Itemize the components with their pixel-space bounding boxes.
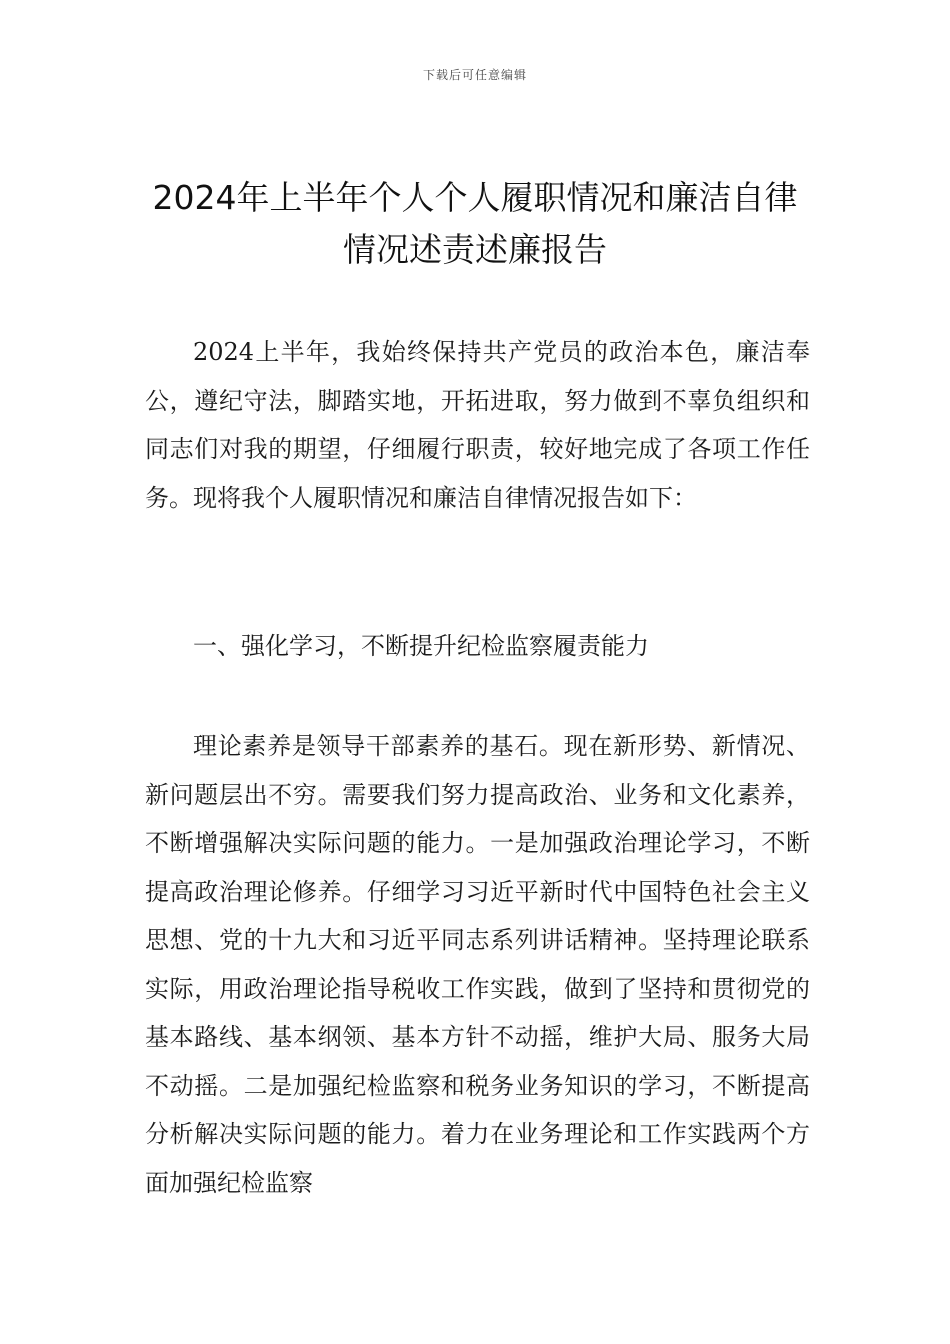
intro-paragraph: 2024上半年，我始终保持共产党员的政治本色，廉洁奉公，遵纪守法，脚踏实地，开拓进取，努力做到不辜负组织和同志们对我的期望，仔细履行职责，较好地完成了各项工作任务。现将我个人履职情况和廉洁自律情况报告如下： [145, 338, 810, 512]
section-heading: 一、强化学习，不断提升纪检监察履责能力 [193, 632, 649, 660]
header-note: 下载后可任意编辑 [422, 68, 527, 82]
body-paragraph: 理论素养是领导干部素养的基石。现在新形势、新情况、新问题层出不穷。需要我们努力提高政治、业务和文化素养，不断增强解决实际问题的能力。一是加强政治理论学习，不断提高政治理论修养。仔细学习习近平新时代中国特色社会主义思想、党的十九大和习近平同志系列讲话精神。坚持理论联系实际，用政治理论指导税收工作实践，做到了坚持和贯彻党的基本路线、基本纲领、基本方针不动摇，维护大局、服务大局不动摇。二是加强纪检监察和税务业务知识的学习，不断提高分析解决实际问题的能力。着力在业务理论和工作实践两个方面加强纪检监察 [145, 732, 810, 1197]
document-title: 2024年上半年个人个人履职情况和廉洁自律情况述责述廉报告 [152, 178, 798, 269]
